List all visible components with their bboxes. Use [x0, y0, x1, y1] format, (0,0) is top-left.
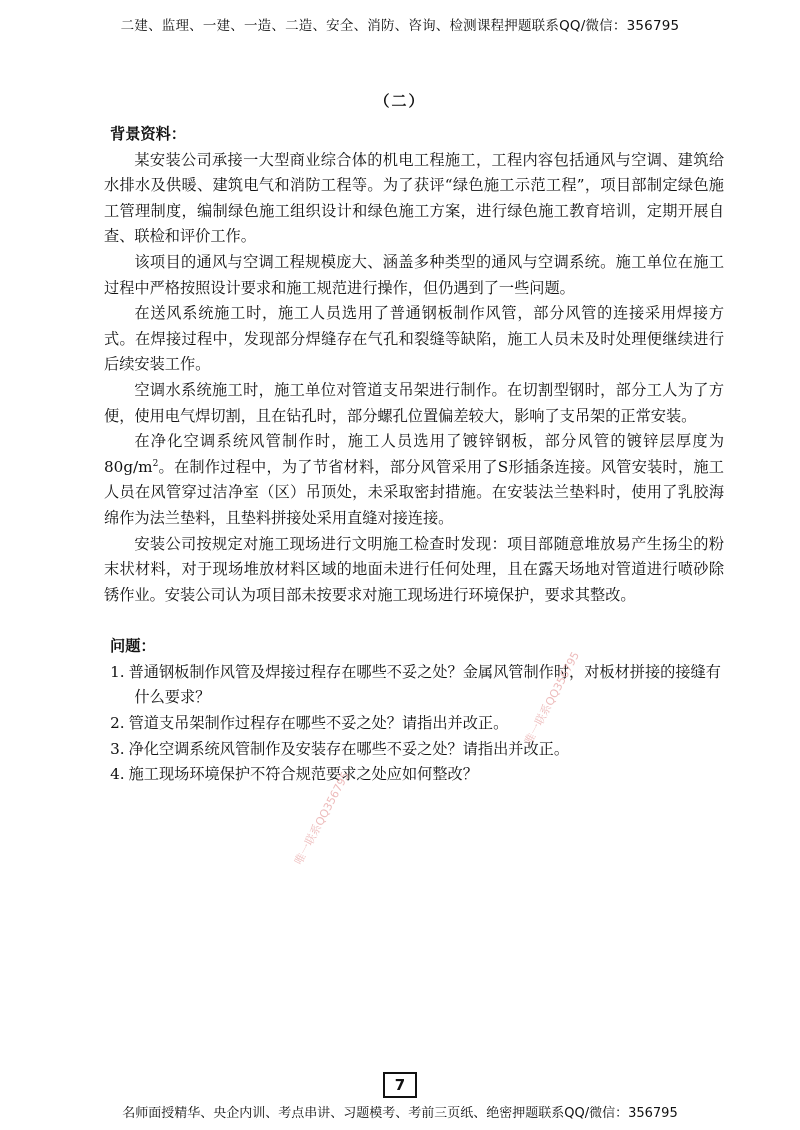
question-item [104, 660, 724, 711]
background-paragraph-3: 在送风系统施工时，施工人员选用了普通钢板制作风管，部分风管的连接采用焊接方式。在焊接过程中，发现部分焊缝存在气孔和裂缝等缺陷，施工人员未及时处理便继续进行后续安装工作。 [104, 304, 724, 374]
header-contact-banner: 二建、监理、一建、一造、二造、安全、消防、咨询、检测课程押题联系QQ/微信：356795 [120, 18, 680, 34]
background-paragraph-5 [104, 429, 724, 531]
question-text: 普通钢板制作风管及焊接过程存在哪些不妥之处？金属风管制作时，对板材拼接的接缝有什么要求？ [128, 662, 721, 707]
question-number: 4. [110, 765, 125, 784]
background-paragraph-4: 空调水系统施工时，施工单位对管道支吊架进行制作。在切割型钢时，部分工人为了方便，使用电气焊切割，且在钻孔时，部分螺孔位置偏差较大，影响了支吊架的正常安装。 [104, 380, 724, 425]
question-text: 净化空调系统风管制作及安装存在哪些不妥之处？请指出并改正。 [128, 739, 570, 758]
paragraph-5-part-1: 在净化空调系统风管制作时，施工人员选用了镀锌钢板，部分风管的镀锌层厚度为80g/m [104, 432, 724, 476]
background-heading: 背景资料： [110, 125, 186, 143]
question-number: 3. [110, 739, 125, 758]
question-item [104, 711, 724, 737]
section-gap [104, 608, 724, 634]
page-number: 7 [383, 1072, 417, 1098]
watermark-stamp: 唯一联系QQ356795 [522, 649, 583, 747]
question-item [104, 737, 724, 763]
main-content [104, 122, 724, 788]
background-paragraph-2: 该项目的通风与空调工程规模庞大、涵盖多种类型的通风与空调系统。施工单位在施工过程中严格按照设计要求和施工规范进行操作，但仍遇到了一些问题。 [104, 252, 724, 297]
watermark-stamp: 唯一联系QQ356795 [292, 769, 353, 867]
question-text: 施工现场环境保护不符合规范要求之处应如何整改？ [128, 765, 478, 784]
questions-heading: 问题： [110, 637, 156, 656]
question-item [104, 762, 724, 788]
superscript-2: 2 [152, 458, 159, 469]
footer-contact-banner: 名师面授精华、央企内训、考点串讲、习题模考、考前三页纸、绝密押题联系QQ/微信：356795 [122, 1106, 678, 1121]
section-title: （二） [374, 92, 426, 110]
paragraph-5-part-2: 。在制作过程中，为了节省材料，部分风管采用了S形插条连接。风管安装时，施工人员在风管穿过洁净室（区）吊顶处，未采取密封措施。在安装法兰垫料时，使用了乳胶海绵作为法兰垫料，且垫料拼接处采用直缝对接连接。 [104, 457, 724, 527]
background-paragraph-6: 安装公司按规定对施工现场进行文明施工检查时发现：项目部随意堆放易产生扬尘的粉末状材料，对于现场堆放材料区域的地面未进行任何处理，且在露天场地对管道进行喷砂除锈作业。安装公司认为项目部未按要求对施工现场进行环境保护，要求其整改。 [104, 534, 724, 604]
question-number: 1. [110, 662, 125, 681]
question-number: 2. [110, 714, 125, 733]
background-paragraph-1: 某安装公司承接一大型商业综合体的机电工程施工，工程内容包括通风与空调、建筑给水排水及供暖、建筑电气和消防工程等。为了获评“绿色施工示范工程”，项目部制定绿色施工管理制度，编制绿色施工组织设计和绿色施工方案，进行绿色施工教育培训，定期开展自查、联检和评价工作。 [104, 150, 724, 246]
question-text: 管道支吊架制作过程存在哪些不妥之处？请指出并改正。 [128, 714, 509, 733]
